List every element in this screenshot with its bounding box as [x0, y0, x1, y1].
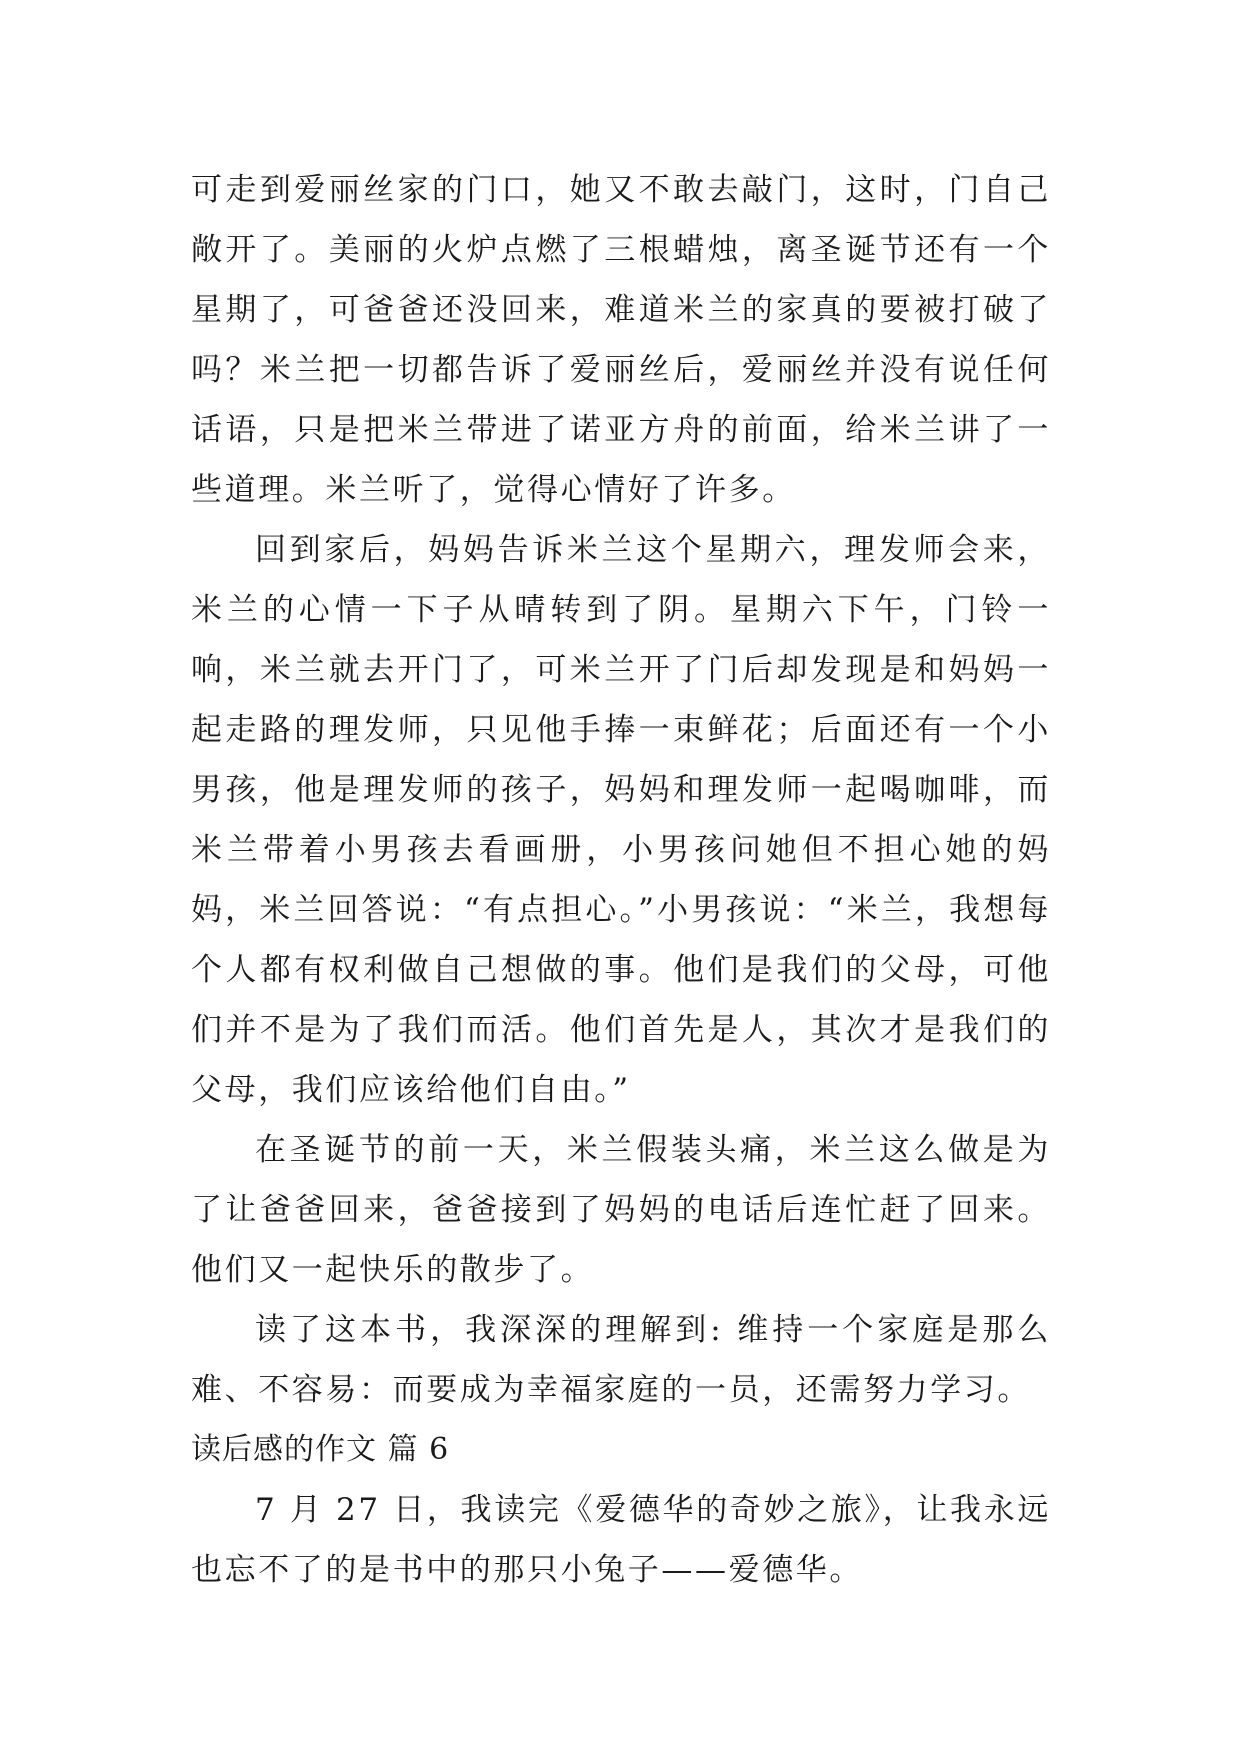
- section-heading: 读后感的作文 篇 6: [191, 1432, 450, 1467]
- paragraph-5: 7 月 27 日，我读完《爱德华的奇妙之旅》，让我永远也忘不了的是书中的那只小兔子——爱德华。: [191, 1492, 1051, 1588]
- paragraph-2: 回到家后，妈妈告诉米兰这个星期六，理发师会来，米兰的心情一下子从晴转到了阴。星期六下午，门铃一响，米兰就去开门了，可米兰开了门后却发现是和妈妈一起走路的理发师，只见他手捧一束鲜花；后面还有一个小男孩，他是理发师的孩子，妈妈和理发师一起喝咖啡，而米兰带着小男孩去看画册，小男孩问她但不担心她的妈妈，米兰回答说：“有点担心。”小男孩说：“米兰，我想每个人都有权利做自己想做的事。他们是我们的父母，可他们并不是为了我们而活。他们首先是人，其次才是我们的父母，我们应该给他们自由。”: [191, 532, 1051, 1108]
- paragraph-1: 可走到爱丽丝家的门口，她又不敢去敲门，这时，门自己敞开了。美丽的火炉点燃了三根蜡烛，离圣诞节还有一个星期了，可爸爸还没回来，难道米兰的家真的要被打破了吗？米兰把一切都告诉了爱丽丝后，爱丽丝并没有说任何话语，只是把米兰带进了诺亚方舟的前面，给米兰讲了一些道理。米兰听了，觉得心情好了许多。: [191, 172, 1051, 508]
- document-body: [191, 160, 1051, 1600]
- paragraph-3: 在圣诞节的前一天，米兰假装头痛，米兰这么做是为了让爸爸回来，爸爸接到了妈妈的电话后连忙赶了回来。他们又一起快乐的散步了。: [191, 1132, 1051, 1288]
- paragraph-4: 读了这本书，我深深的理解到: 维持一个家庭是那么难、不容易：而要成为幸福家庭的一员，还需努力学习。: [191, 1312, 1051, 1408]
